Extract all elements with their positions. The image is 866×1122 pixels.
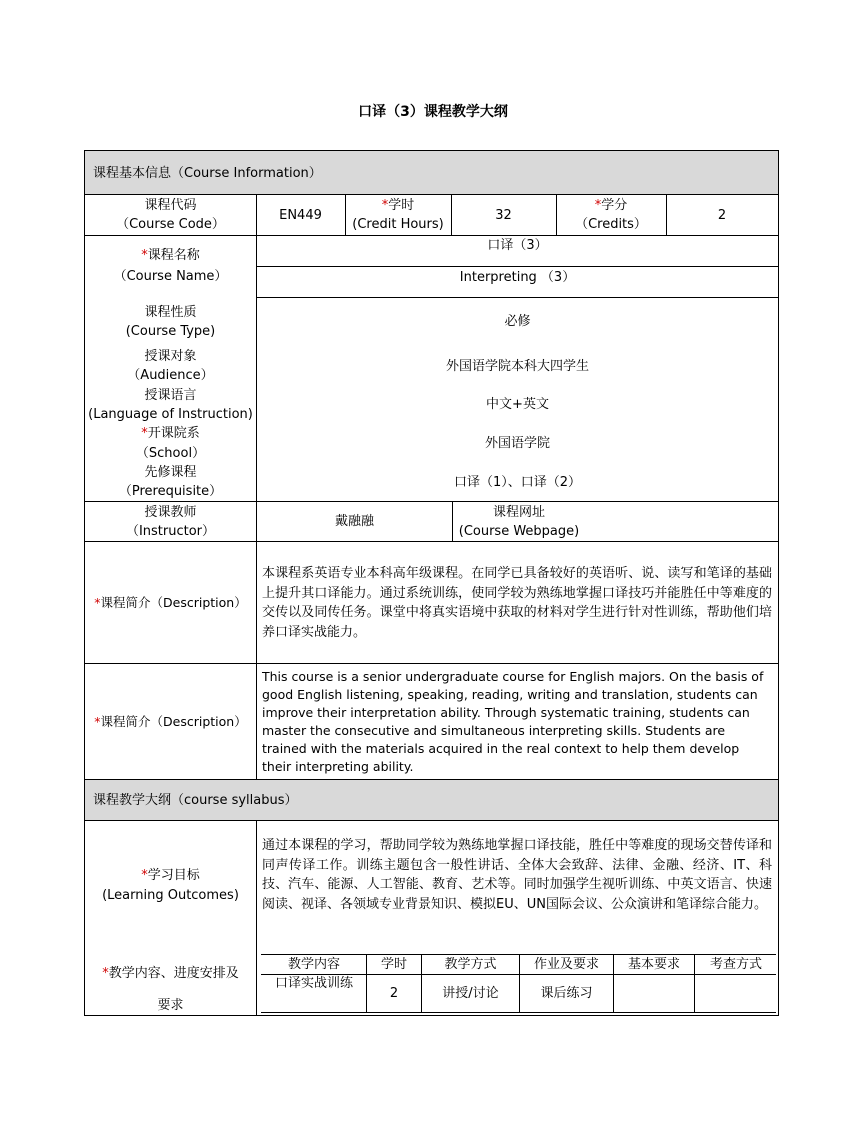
course-name-en: Interpreting （3）	[459, 270, 576, 285]
schedule-header-basic-req: 基本要求	[627, 957, 680, 972]
course-info-header: 课程基本信息（Course Information）	[93, 166, 322, 181]
syllabus-header: 课程教学大纲（course syllabus）	[93, 793, 298, 808]
instructor-label-en: （Instructor）	[125, 524, 216, 539]
outcomes-label: *学习目标	[141, 868, 200, 883]
course-name-label: *课程名称	[141, 248, 200, 263]
schedule-header-homework: 作业及要求	[533, 957, 599, 972]
webpage-label-en: (Course Webpage)	[458, 524, 580, 539]
schedule-header-hours: 学时	[380, 957, 407, 972]
course-type-label-en: (Course Type)	[125, 324, 216, 339]
schedule-row-content: 口译实战训练	[274, 976, 353, 991]
description-en-label: *课程简介（Description）	[94, 714, 247, 729]
prereq-label-cn: 先修课程	[144, 465, 197, 480]
schedule-header-assessment: 考查方式	[709, 957, 762, 972]
description-en-text: This course is a senior undergraduate course for English majors. On the basis of good English listening, speaking, reading, writing and translation, students can improve their interpretation ability. Through systematic training, students can master the consecutive and simultaneous interpreting skills. Students are trained with the materials acquired in the real context to help them develop their interpreting ability.	[262, 669, 764, 774]
schedule-row-hours: 2	[389, 986, 399, 1001]
prereq-label-en: （Prerequisite）	[118, 484, 223, 499]
audience-label-en: （Audience）	[127, 368, 214, 383]
credits-label-en: （Credits）	[575, 217, 647, 232]
schedule-row-method: 讲授/讨论	[442, 986, 499, 1001]
school-label: *开课院系	[141, 426, 200, 441]
instructor-label-cn: 授课教师	[144, 505, 197, 520]
course-type-value: 必修	[504, 314, 531, 329]
schedule-label-line2: 要求	[157, 998, 184, 1013]
school-value: 外国语学院	[484, 436, 550, 451]
credits-value: 2	[717, 208, 727, 223]
language-label-en: (Language of Instruction)	[88, 407, 253, 422]
audience-label-cn: 授课对象	[144, 349, 197, 364]
course-name-label-en: （Course Name）	[113, 269, 228, 284]
schedule-label: *教学内容、进度安排及	[102, 966, 239, 981]
document-title: 口译（3）课程教学大纲	[358, 104, 508, 120]
credit-hours-value: 32	[495, 208, 512, 223]
credits-label: *学分	[594, 198, 628, 213]
schedule-header-content: 教学内容	[287, 957, 340, 972]
course-code-label-cn: 课程代码	[144, 198, 197, 213]
course-name-cn: 口译（3）	[487, 238, 548, 253]
description-cn-label: *课程简介（Description）	[94, 595, 247, 610]
webpage-label-cn: 课程网址	[492, 505, 545, 520]
instructor-value: 戴融融	[334, 514, 374, 529]
language-value: 中文+英文	[486, 397, 549, 412]
credit-hours-label: *学时	[381, 198, 415, 213]
schedule-header-method: 教学方式	[444, 957, 497, 972]
credit-hours-label-en: (Credit Hours)	[352, 217, 444, 232]
outcomes-label-en: (Learning Outcomes)	[102, 888, 239, 903]
school-label-en: （School）	[135, 446, 206, 461]
schedule-row-homework: 课后练习	[540, 986, 593, 1001]
course-code-label-en: （Course Code）	[116, 217, 225, 232]
outcomes-text: 通过本课程的学习，帮助同学较为熟练地掌握口译技能，胜任中等难度的现场交替传译和同声传译工作。训练主题包含一般性讲话、全体大会致辞、法律、金融、经济、IT、科技、汽车、能源、人工智能、教育、艺术等。同时加强学生视听训练、中英文语言、快速阅读、视译、各领域专业背景知识、模拟EU、UN国际会议、公众演讲和笔译综合能力。	[262, 838, 772, 912]
course-type-label-cn: 课程性质	[144, 305, 197, 320]
description-cn-text: 本课程系英语专业本科高年级课程。在同学已具备较好的英语听、说、读写和笔译的基础上提升其口译能力。通过系统训练，使同学较为熟练地掌握口译技巧并能胜任中等难度的交传以及同传任务。课堂中将真实语境中获取的材料对学生进行针对性训练，帮助他们培养口译实战能力。	[262, 566, 772, 640]
prereq-value: 口译（1）、口译（2）	[453, 475, 582, 490]
language-label-cn: 授课语言	[144, 388, 197, 403]
course-code-value: EN449	[279, 208, 322, 223]
audience-value: 外国语学院本科大四学生	[445, 359, 589, 374]
